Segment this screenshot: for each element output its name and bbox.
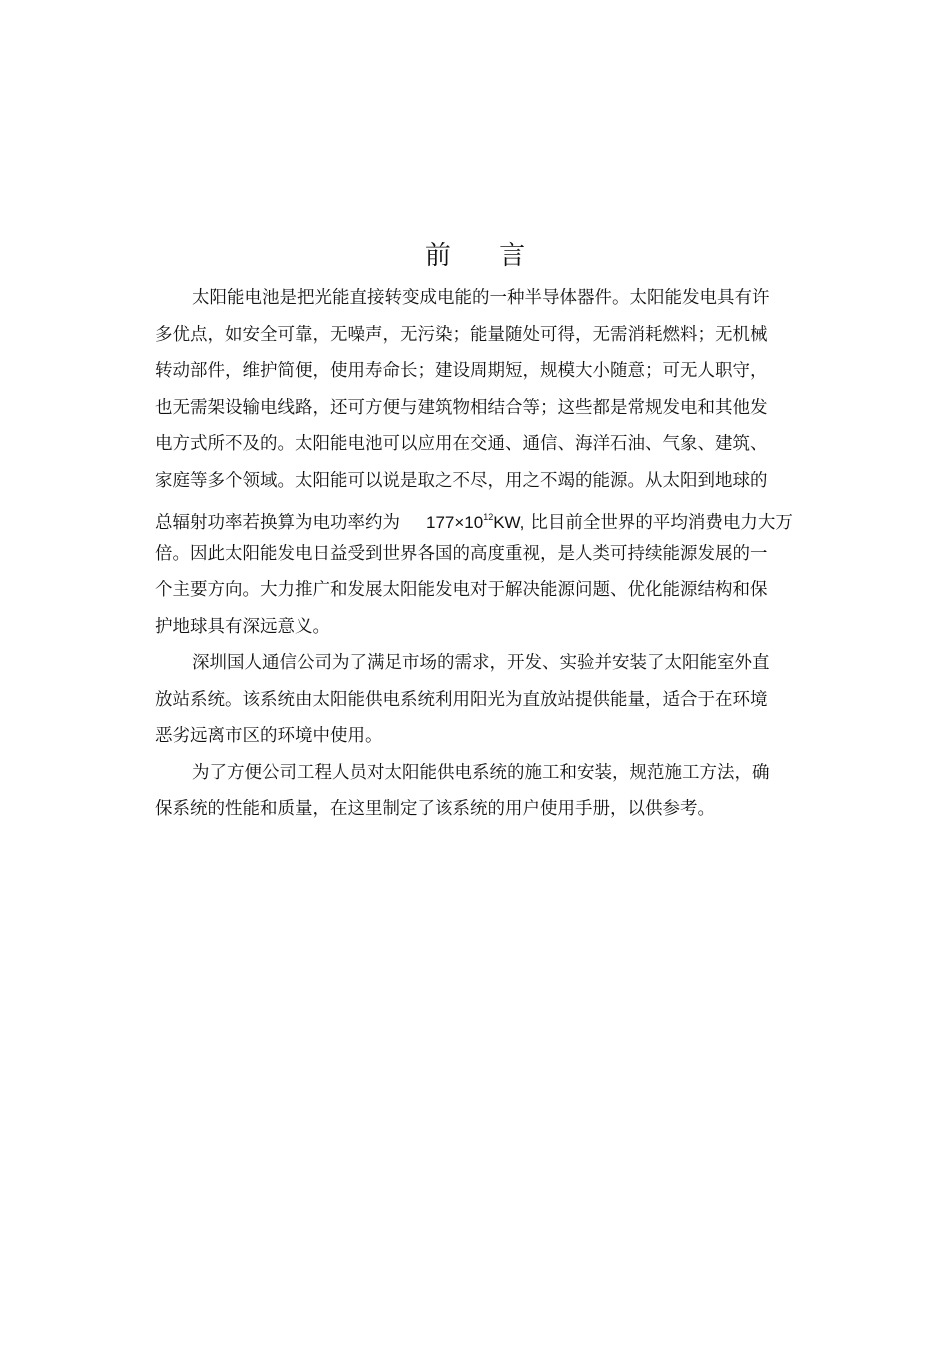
- paragraph-line: 倍。因此太阳能发电日益受到世界各国的高度重视，是人类可持续能源发展的一: [155, 543, 768, 564]
- paragraph-line: 个主要方向。大力推广和发展太阳能发电对于解决能源问题、优化能源结构和保: [155, 580, 768, 600]
- formula-line: [155, 499, 815, 536]
- paragraph-line: 电方式所不及的。太阳能电池可以应用在交通、通信、海洋石油、气象、建筑、: [155, 434, 768, 454]
- paragraph-line: 保系统的性能和质量，在这里制定了该系统的用户使用手册，以供参考。: [155, 799, 715, 819]
- formula-line-after: 比目前全世界的平均消费电力大万: [530, 513, 793, 533]
- formula-line-before: 总辐射功率若换算为电功率约为: [155, 513, 400, 533]
- paragraph-line: 家庭等多个领域。太阳能可以说是取之不尽，用之不竭的能源。从太阳到地球的: [155, 470, 768, 491]
- power-base: 177×10: [426, 513, 484, 532]
- document-body: [155, 280, 815, 828]
- paragraph-line: 转动部件，维护简便，使用寿命长；建设周期短，规模大小随意；可无人职守，: [155, 361, 768, 381]
- paragraph-line: 恶劣远离市区的环境中使用。: [155, 726, 383, 746]
- paragraph-line: 放站系统。该系统由太阳能供电系统利用阳光为直放站提供能量，适合于在环境: [155, 689, 768, 710]
- power-value: [426, 513, 524, 532]
- paragraph-line: 太阳能电池是把光能直接转变成电能的一种半导体器件。太阳能发电具有许: [192, 288, 770, 308]
- paragraph-line: 为了方便公司工程人员对太阳能供电系统的施工和安装，规范施工方法，确: [192, 762, 770, 783]
- page-title: 前 言: [424, 241, 546, 271]
- paragraph-line: 也无需架设输电线路，还可方便与建筑物相结合等；这些都是常规发电和其他发: [155, 397, 768, 418]
- paragraph-line: 多优点，如安全可靠，无噪声，无污染；能量随处可得，无需消耗燃料；无机械: [155, 324, 768, 345]
- power-unit: KW,: [493, 513, 525, 532]
- power-exponent: 12: [483, 512, 494, 522]
- paragraph-line: 护地球具有深远意义。: [155, 616, 330, 637]
- paragraph-line: 深圳国人通信公司为了满足市场的需求，开发、实验并安装了太阳能室外直: [192, 653, 770, 673]
